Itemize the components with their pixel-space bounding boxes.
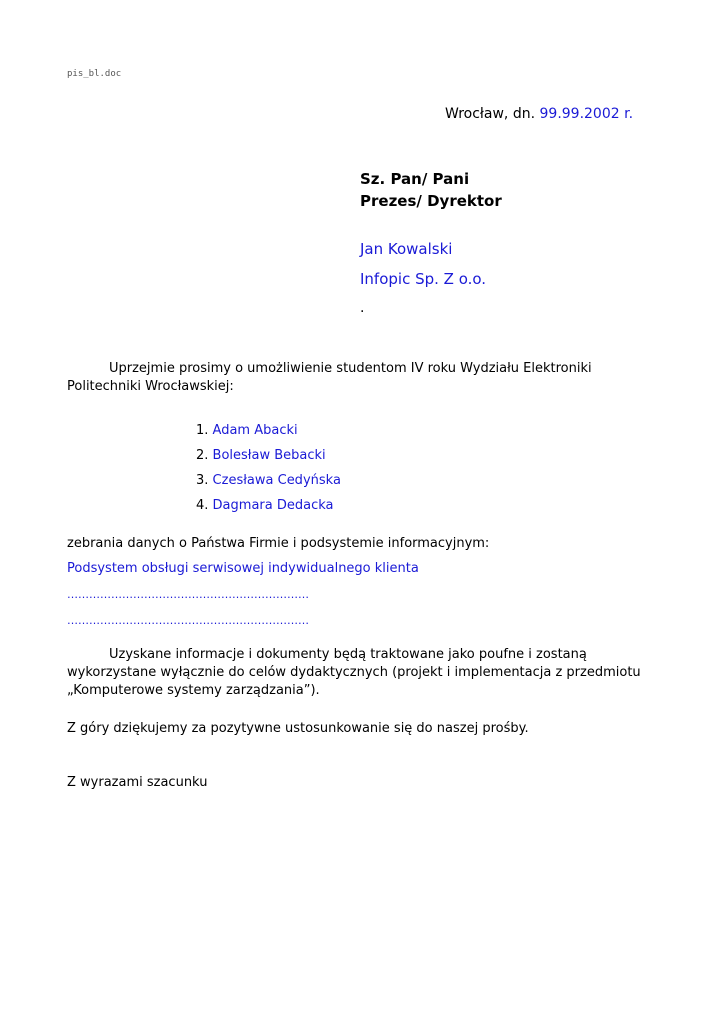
purpose-paragraph: zebrania danych o Państwa Firmie i podsystemie informacyjnym: [67,536,490,551]
thanks-paragraph: Z góry dziękujemy za pozytywne ustosunkowanie się do naszej prośby. [67,721,529,736]
intro-paragraph: Uprzejmie prosimy o umożliwienie studentom IV roku Wydziału Elektroniki Politechniki Wrocławskiej: [67,361,592,394]
list-number: 4. [196,498,209,513]
recipient-name: Jan Kowalski [360,240,453,258]
recipient-title: Prezes/ Dyrektor [360,192,502,210]
recipient-company: Infopic Sp. Z o.o. [360,270,487,288]
recipient-salutation: Sz. Pan/ Pani [360,170,470,188]
dotted-line: ………………………………………………………… [67,588,309,601]
list-item [196,422,341,447]
student-name: Dagmara Dedacka [212,498,334,513]
list-item [196,472,341,497]
student-name: Adam Abacki [212,423,298,438]
list-item [196,447,341,472]
letter-date [445,106,633,122]
date-prefix: Wrocław, dn. [445,106,540,122]
student-name: Czesława Cedyńska [212,473,341,488]
recipient-extra: . [360,300,365,316]
list-number: 2. [196,448,209,463]
date-value: 99.99.2002 r. [539,106,634,122]
student-list [196,422,341,522]
student-name: Bolesław Bebacki [212,448,326,463]
subsystem-name: Podsystem obsługi serwisowej indywidualnego klienta [67,561,419,576]
list-item [196,497,341,522]
dotted-line: ………………………………………………………… [67,614,309,627]
closing-line: Z wyrazami szacunku [67,775,208,790]
file-name: pis_bl.doc [67,69,122,79]
list-number: 3. [196,473,209,488]
list-number: 1. [196,423,209,438]
confidentiality-paragraph: Uzyskane informacje i dokumenty będą traktowane jako poufne i zostaną wykorzystane wyłącznie do celów dydaktycznych (projekt i implementacja z przedmiotu „Komputerowe systemy zarządzania”). [67,647,641,698]
